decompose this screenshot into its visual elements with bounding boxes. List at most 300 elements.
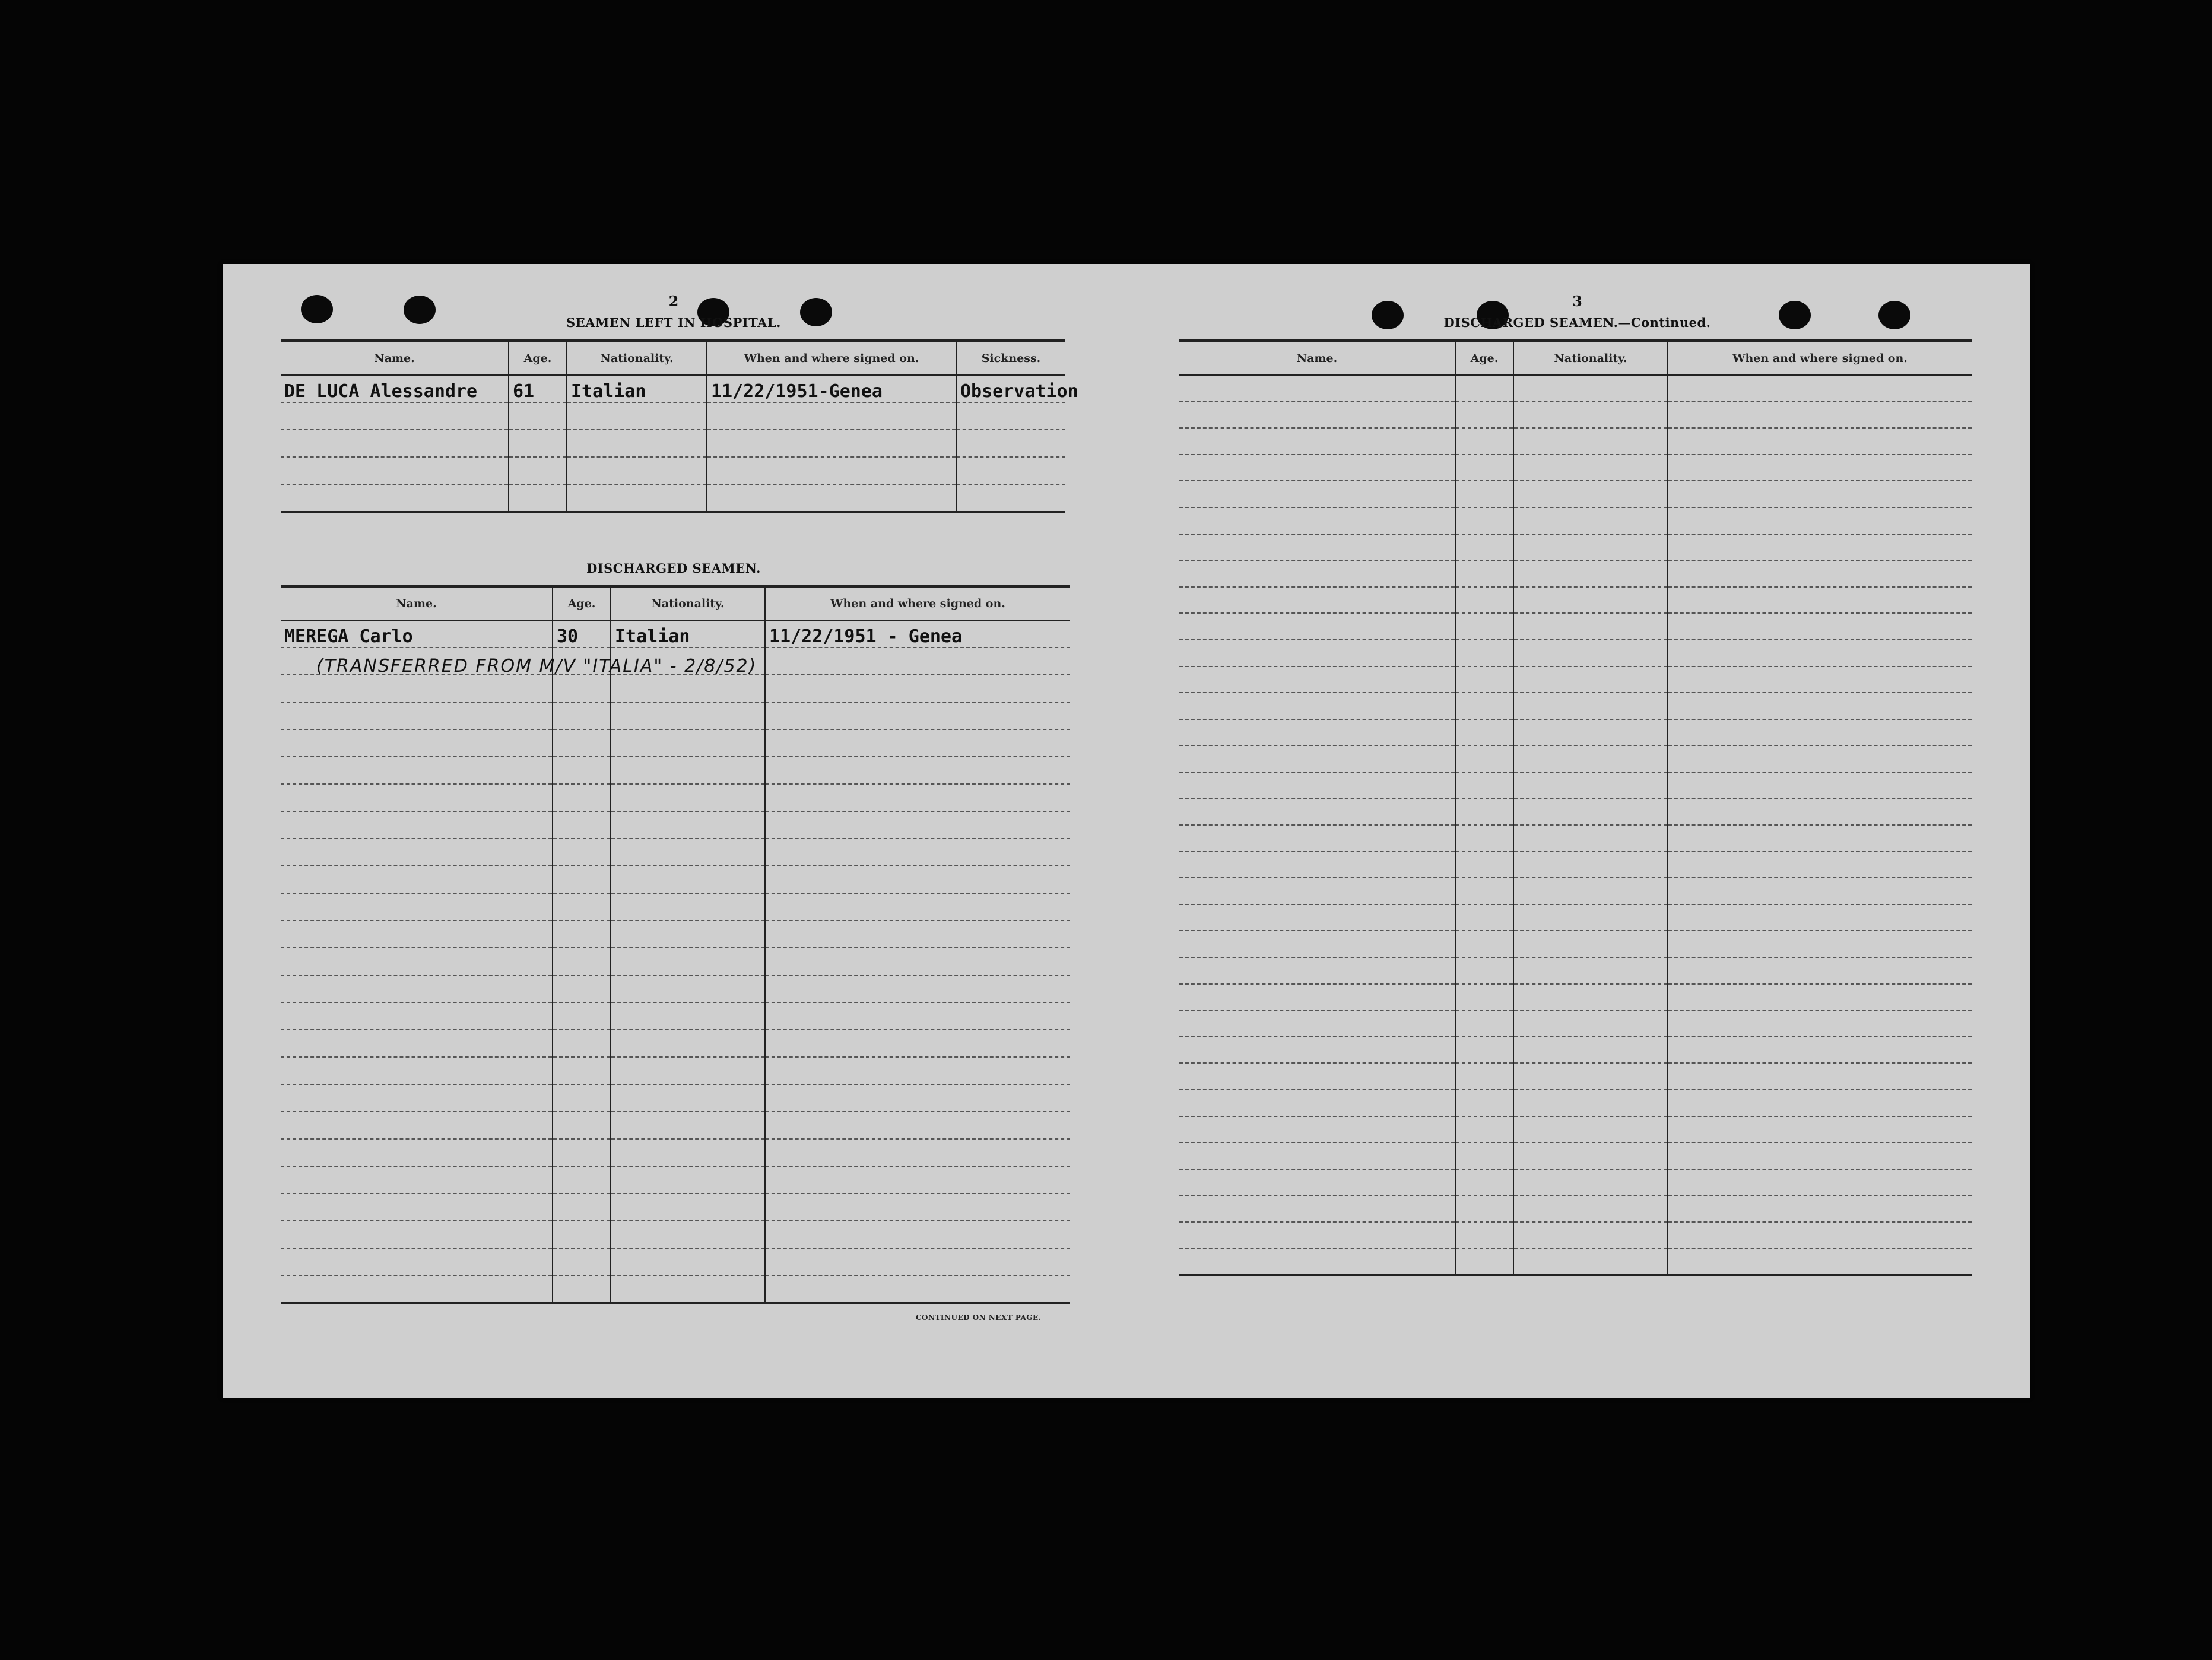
table-cell bbox=[1179, 1063, 1455, 1090]
table-cell bbox=[1668, 904, 1972, 931]
table-row bbox=[1179, 1222, 1972, 1249]
table-row bbox=[1179, 745, 1972, 772]
table-cell bbox=[1668, 534, 1972, 561]
table-cell bbox=[281, 430, 509, 457]
table-cell bbox=[1668, 931, 1972, 957]
table-cell bbox=[765, 702, 1070, 729]
table-cell: DE LUCA Alessandre bbox=[281, 375, 509, 402]
column-header: Nationality. bbox=[1513, 341, 1668, 376]
table-cell bbox=[553, 893, 611, 921]
table-row bbox=[281, 1194, 1070, 1221]
table-cell bbox=[1513, 455, 1668, 481]
table-cell bbox=[1455, 613, 1513, 640]
table-cell bbox=[611, 975, 765, 1002]
table-cell bbox=[765, 675, 1070, 702]
table-row bbox=[1179, 1063, 1972, 1090]
column-header: When and where signed on. bbox=[1668, 341, 1972, 376]
table-cell bbox=[1455, 1169, 1513, 1196]
table-cell bbox=[765, 1194, 1070, 1221]
table-cell bbox=[611, 948, 765, 975]
table-cell bbox=[1668, 1037, 1972, 1064]
table-row bbox=[1179, 957, 1972, 984]
table-cell bbox=[281, 839, 553, 866]
table-row bbox=[1179, 799, 1972, 826]
table-row bbox=[1179, 1249, 1972, 1275]
table-cell bbox=[611, 1194, 765, 1221]
table-row bbox=[1179, 613, 1972, 640]
table-cell bbox=[1455, 772, 1513, 799]
table-cell bbox=[611, 866, 765, 893]
table-cell bbox=[765, 1030, 1070, 1057]
table-cell bbox=[1513, 507, 1668, 534]
table-cell bbox=[765, 811, 1070, 839]
table-cell bbox=[611, 757, 765, 784]
table-cell bbox=[1179, 1090, 1455, 1116]
table-cell bbox=[1668, 1010, 1972, 1037]
table-row bbox=[281, 948, 1070, 975]
table-row bbox=[281, 430, 1065, 457]
table-cell bbox=[1179, 534, 1455, 561]
table-cell bbox=[1179, 1116, 1455, 1143]
table-cell: MEREGA Carlo bbox=[281, 620, 553, 648]
table-cell bbox=[1513, 613, 1668, 640]
table-cell bbox=[1513, 1169, 1668, 1196]
table-cell bbox=[1455, 375, 1513, 402]
table-cell bbox=[553, 866, 611, 893]
table-cell bbox=[1455, 1142, 1513, 1169]
table-cell bbox=[611, 1057, 765, 1084]
table-cell bbox=[281, 921, 553, 948]
table-row bbox=[281, 1248, 1070, 1275]
table-cell bbox=[1179, 587, 1455, 614]
table-cell bbox=[1455, 957, 1513, 984]
table-cell bbox=[1179, 481, 1455, 507]
table-cell bbox=[765, 1248, 1070, 1275]
table-cell bbox=[765, 1057, 1070, 1084]
table-cell bbox=[281, 757, 553, 784]
column-header: Age. bbox=[1455, 341, 1513, 376]
table-cell bbox=[281, 1057, 553, 1084]
table-cell bbox=[611, 702, 765, 729]
table-cell bbox=[567, 457, 707, 484]
table-cell bbox=[611, 921, 765, 948]
table-cell bbox=[553, 1194, 611, 1221]
table-cell bbox=[1668, 1249, 1972, 1275]
table-cell bbox=[1513, 825, 1668, 852]
table-cell bbox=[1179, 666, 1455, 693]
column-header: When and where signed on. bbox=[765, 586, 1070, 621]
table-cell: 11/22/1951-Genea bbox=[707, 375, 956, 402]
table-cell bbox=[611, 893, 765, 921]
table-cell bbox=[1668, 1169, 1972, 1196]
hospital-section-title: SEAMEN LEFT IN HOSPITAL. bbox=[566, 315, 781, 330]
table-cell bbox=[1455, 1249, 1513, 1275]
table-cell bbox=[281, 1139, 553, 1166]
table-cell bbox=[1668, 957, 1972, 984]
table-cell bbox=[1179, 772, 1455, 799]
discharged-continued-title: DISCHARGED SEAMEN.—Continued. bbox=[1443, 315, 1711, 330]
table-row bbox=[1179, 587, 1972, 614]
table-cell bbox=[765, 1112, 1070, 1139]
table-cell bbox=[1668, 1142, 1972, 1169]
table-row bbox=[281, 1112, 1070, 1139]
table-cell bbox=[765, 893, 1070, 921]
table-row bbox=[1179, 402, 1972, 429]
table-cell bbox=[765, 757, 1070, 784]
table-cell bbox=[765, 1084, 1070, 1112]
table-cell bbox=[1513, 878, 1668, 904]
table-row bbox=[281, 975, 1070, 1002]
table-cell bbox=[1513, 1010, 1668, 1037]
table-cell bbox=[1179, 1010, 1455, 1037]
table-cell bbox=[1513, 799, 1668, 826]
table-cell bbox=[956, 430, 1065, 457]
table-cell bbox=[611, 811, 765, 839]
table-row bbox=[281, 893, 1070, 921]
discharged-section-title: DISCHARGED SEAMEN. bbox=[586, 561, 761, 576]
table-cell: Italian bbox=[567, 375, 707, 402]
table-cell bbox=[765, 948, 1070, 975]
table-cell bbox=[707, 457, 956, 484]
table-cell bbox=[281, 457, 509, 484]
table-row bbox=[281, 457, 1065, 484]
table-cell bbox=[1179, 984, 1455, 1011]
table-cell bbox=[956, 457, 1065, 484]
table-cell bbox=[281, 975, 553, 1002]
table-row bbox=[1179, 1142, 1972, 1169]
table-row bbox=[1179, 852, 1972, 878]
table-cell bbox=[1668, 507, 1972, 534]
table-cell bbox=[553, 729, 611, 757]
table-cell bbox=[1455, 587, 1513, 614]
table-row bbox=[281, 1030, 1070, 1057]
table-cell bbox=[1668, 745, 1972, 772]
table-row bbox=[1179, 534, 1972, 561]
table-cell bbox=[1668, 402, 1972, 429]
table-cell bbox=[509, 402, 567, 430]
table-cell bbox=[281, 1248, 553, 1275]
table-cell: Observation bbox=[956, 375, 1065, 402]
table-cell bbox=[1513, 534, 1668, 561]
table-cell bbox=[1455, 745, 1513, 772]
table-row bbox=[281, 757, 1070, 784]
table-cell bbox=[1455, 931, 1513, 957]
table-cell bbox=[611, 675, 765, 702]
table-cell bbox=[553, 921, 611, 948]
table-cell bbox=[1179, 560, 1455, 587]
page-number: 2 bbox=[668, 293, 679, 310]
table-cell bbox=[1513, 1249, 1668, 1275]
table-row bbox=[1179, 666, 1972, 693]
table-row bbox=[1179, 1010, 1972, 1037]
column-header: When and where signed on. bbox=[707, 341, 956, 376]
table-cell bbox=[1179, 640, 1455, 666]
table-row bbox=[281, 1002, 1070, 1030]
table-cell bbox=[1513, 402, 1668, 429]
table-row bbox=[1179, 1169, 1972, 1196]
column-header: Name. bbox=[1179, 341, 1455, 376]
table-row bbox=[1179, 455, 1972, 481]
table-cell bbox=[1513, 984, 1668, 1011]
table-cell bbox=[1668, 719, 1972, 746]
table-cell bbox=[1455, 640, 1513, 666]
table-cell bbox=[1513, 772, 1668, 799]
table-cell bbox=[1513, 745, 1668, 772]
table-cell bbox=[1668, 1116, 1972, 1143]
table-cell bbox=[956, 484, 1065, 512]
table-cell bbox=[1513, 1116, 1668, 1143]
table-cell bbox=[281, 1166, 553, 1194]
table-cell bbox=[1513, 1037, 1668, 1064]
table-cell bbox=[611, 1221, 765, 1248]
table-row bbox=[281, 620, 1070, 648]
table-cell bbox=[281, 1030, 553, 1057]
table-cell bbox=[1455, 455, 1513, 481]
table-cell bbox=[1513, 693, 1668, 719]
table-row bbox=[1179, 693, 1972, 719]
table-row bbox=[1179, 1116, 1972, 1143]
table-cell bbox=[1668, 1222, 1972, 1249]
table-cell bbox=[1668, 455, 1972, 481]
table-row bbox=[1179, 904, 1972, 931]
table-cell bbox=[1455, 666, 1513, 693]
table-cell bbox=[1668, 1195, 1972, 1222]
table-cell bbox=[1179, 375, 1455, 402]
table-cell bbox=[553, 948, 611, 975]
table-cell bbox=[611, 1139, 765, 1166]
table-cell bbox=[281, 1002, 553, 1030]
table-cell bbox=[1513, 904, 1668, 931]
table-cell bbox=[553, 1057, 611, 1084]
table-cell bbox=[281, 893, 553, 921]
discharged-continued-table bbox=[1179, 339, 1972, 1276]
table-cell bbox=[1513, 1142, 1668, 1169]
table-cell bbox=[553, 839, 611, 866]
table-row bbox=[1179, 878, 1972, 904]
table-cell bbox=[553, 1084, 611, 1112]
table-cell bbox=[1513, 1222, 1668, 1249]
table-cell bbox=[765, 975, 1070, 1002]
table-cell bbox=[1455, 799, 1513, 826]
table-cell bbox=[281, 1112, 553, 1139]
page-number: 3 bbox=[1572, 293, 1582, 310]
table-cell bbox=[1179, 507, 1455, 534]
table-cell: 11/22/1951 - Genea bbox=[765, 620, 1070, 648]
register-sheet bbox=[223, 264, 2030, 1398]
table-cell bbox=[1668, 481, 1972, 507]
table-cell bbox=[765, 1166, 1070, 1194]
table-row bbox=[281, 484, 1065, 512]
table-cell bbox=[1455, 1010, 1513, 1037]
table-cell bbox=[765, 1275, 1070, 1303]
table-cell bbox=[509, 430, 567, 457]
table-cell bbox=[1513, 719, 1668, 746]
column-header: Age. bbox=[553, 586, 611, 621]
table-cell bbox=[281, 1275, 553, 1303]
table-cell bbox=[611, 1030, 765, 1057]
table-cell bbox=[1179, 1195, 1455, 1222]
table-cell bbox=[1179, 1249, 1455, 1275]
table-cell: 30 bbox=[553, 620, 611, 648]
table-cell bbox=[765, 1139, 1070, 1166]
table-cell bbox=[1668, 772, 1972, 799]
table-cell bbox=[1513, 1063, 1668, 1090]
table-cell bbox=[1179, 613, 1455, 640]
table-cell bbox=[553, 1166, 611, 1194]
table-row bbox=[1179, 931, 1972, 957]
table-cell bbox=[553, 975, 611, 1002]
table-cell bbox=[1455, 1037, 1513, 1064]
table-cell bbox=[1179, 745, 1455, 772]
table-cell bbox=[611, 784, 765, 811]
table-cell bbox=[1668, 825, 1972, 852]
table-cell bbox=[553, 702, 611, 729]
table-cell bbox=[1455, 534, 1513, 561]
table-row bbox=[281, 402, 1065, 430]
table-cell bbox=[611, 1248, 765, 1275]
table-cell bbox=[567, 430, 707, 457]
table-cell bbox=[611, 1002, 765, 1030]
table-row bbox=[281, 1166, 1070, 1194]
table-cell bbox=[707, 402, 956, 430]
table-cell bbox=[956, 402, 1065, 430]
table-cell bbox=[553, 1275, 611, 1303]
table-cell bbox=[765, 729, 1070, 757]
table-cell bbox=[553, 1030, 611, 1057]
table-cell bbox=[1179, 931, 1455, 957]
table-cell bbox=[281, 675, 553, 702]
table-row bbox=[281, 1275, 1070, 1303]
column-header: Name. bbox=[281, 341, 509, 376]
table-cell bbox=[1179, 904, 1455, 931]
table-cell bbox=[281, 729, 553, 757]
table-cell bbox=[281, 1194, 553, 1221]
table-row bbox=[281, 375, 1065, 402]
table-cell bbox=[1668, 984, 1972, 1011]
table-cell bbox=[611, 1112, 765, 1139]
table-cell bbox=[1179, 852, 1455, 878]
table-row bbox=[281, 1057, 1070, 1084]
left-page bbox=[223, 264, 1125, 1398]
table-row bbox=[281, 1084, 1070, 1112]
table-cell bbox=[553, 757, 611, 784]
table-cell bbox=[567, 402, 707, 430]
table-row bbox=[1179, 1090, 1972, 1116]
hospital-table bbox=[281, 339, 1078, 513]
table-cell bbox=[1455, 481, 1513, 507]
table-cell bbox=[1513, 852, 1668, 878]
table-cell bbox=[1179, 1142, 1455, 1169]
discharged-table bbox=[281, 585, 1070, 1304]
table-cell bbox=[553, 1139, 611, 1166]
table-cell bbox=[1455, 878, 1513, 904]
table-cell bbox=[1455, 402, 1513, 429]
table-cell bbox=[281, 702, 553, 729]
table-row bbox=[281, 702, 1070, 729]
table-cell bbox=[1668, 560, 1972, 587]
table-row bbox=[1179, 825, 1972, 852]
table-cell bbox=[553, 1221, 611, 1248]
right-page bbox=[1125, 264, 2030, 1398]
table-cell bbox=[1513, 587, 1668, 614]
table-cell bbox=[1668, 1090, 1972, 1116]
table-cell bbox=[1513, 666, 1668, 693]
table-row bbox=[1179, 481, 1972, 507]
continued-note: CONTINUED ON NEXT PAGE. bbox=[916, 1313, 1042, 1322]
table-cell bbox=[509, 457, 567, 484]
table-cell bbox=[765, 866, 1070, 893]
table-cell bbox=[1455, 1116, 1513, 1143]
table-cell bbox=[553, 1002, 611, 1030]
table-row bbox=[1179, 560, 1972, 587]
table-cell bbox=[509, 484, 567, 512]
table-cell bbox=[1668, 640, 1972, 666]
table-row bbox=[281, 1221, 1070, 1248]
table-cell bbox=[281, 784, 553, 811]
table-row bbox=[1179, 428, 1972, 455]
table-cell bbox=[281, 484, 509, 512]
table-cell bbox=[611, 839, 765, 866]
table-cell bbox=[611, 1275, 765, 1303]
table-cell bbox=[611, 729, 765, 757]
table-cell bbox=[1513, 1090, 1668, 1116]
table-cell bbox=[1513, 375, 1668, 402]
table-row bbox=[281, 675, 1070, 702]
table-row bbox=[1179, 719, 1972, 746]
table-cell bbox=[1668, 799, 1972, 826]
table-cell: 61 bbox=[509, 375, 567, 402]
table-cell bbox=[1455, 428, 1513, 455]
table-cell bbox=[1668, 666, 1972, 693]
table-cell bbox=[1179, 428, 1455, 455]
table-cell bbox=[1179, 957, 1455, 984]
table-cell bbox=[1668, 613, 1972, 640]
table-cell bbox=[707, 484, 956, 512]
table-row bbox=[1179, 375, 1972, 402]
table-cell bbox=[1179, 402, 1455, 429]
table-cell bbox=[553, 1248, 611, 1275]
table-cell bbox=[281, 948, 553, 975]
table-cell bbox=[553, 811, 611, 839]
table-row bbox=[1179, 507, 1972, 534]
table-cell bbox=[1513, 428, 1668, 455]
table-cell bbox=[765, 921, 1070, 948]
table-cell bbox=[1513, 560, 1668, 587]
table-cell bbox=[1513, 1195, 1668, 1222]
table-row bbox=[1179, 640, 1972, 666]
table-cell bbox=[281, 811, 553, 839]
table-cell bbox=[611, 1166, 765, 1194]
table-row bbox=[1179, 772, 1972, 799]
table-cell bbox=[1455, 719, 1513, 746]
table-row bbox=[1179, 1037, 1972, 1064]
table-cell bbox=[1179, 799, 1455, 826]
table-cell bbox=[765, 1002, 1070, 1030]
table-cell bbox=[553, 1112, 611, 1139]
table-cell bbox=[1455, 1063, 1513, 1090]
table-row bbox=[1179, 984, 1972, 1011]
table-cell bbox=[1668, 428, 1972, 455]
table-row bbox=[281, 1139, 1070, 1166]
table-cell bbox=[1513, 640, 1668, 666]
table-row bbox=[281, 729, 1070, 757]
table-cell bbox=[1455, 560, 1513, 587]
column-header: Name. bbox=[281, 586, 553, 621]
table-cell bbox=[553, 784, 611, 811]
table-cell bbox=[281, 866, 553, 893]
handwritten-transfer-note: (TRANSFERRED FROM M/V "ITALIA" - 2/8/52) bbox=[316, 656, 757, 677]
table-cell bbox=[281, 402, 509, 430]
